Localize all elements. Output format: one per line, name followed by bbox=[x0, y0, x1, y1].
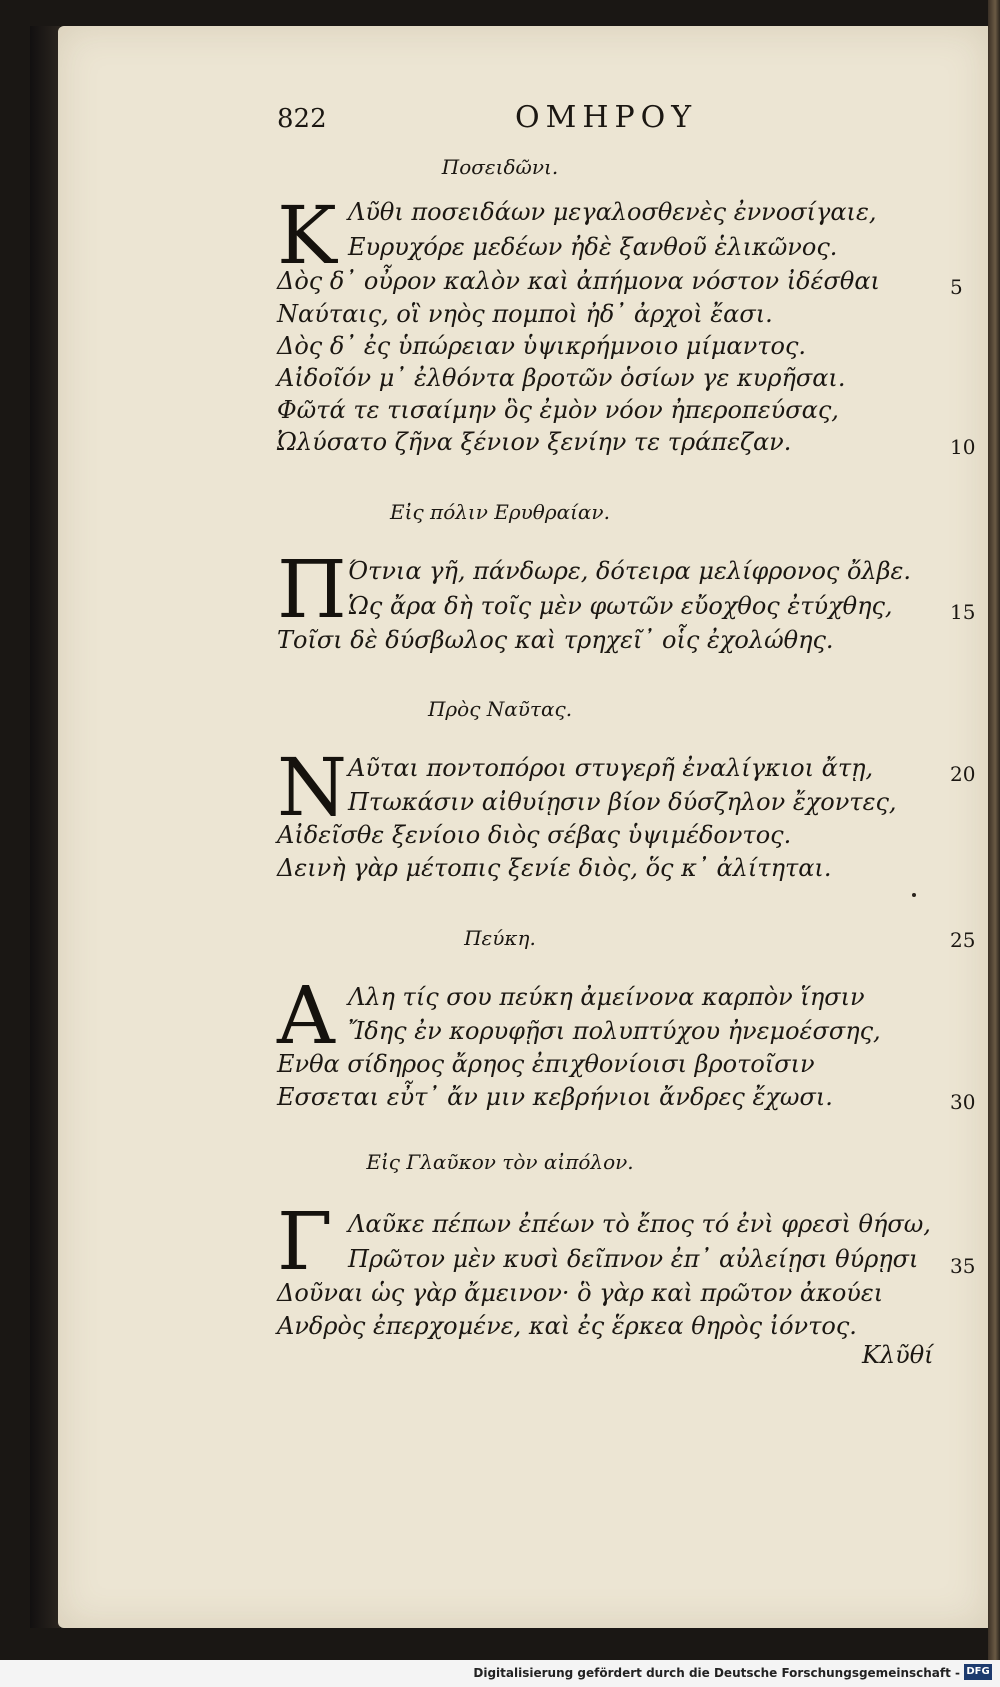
verse-line: Αἰδοῖόν μ᾽ ἐλθόντα βροτῶν ὁσίων γε κυρῆσαι. bbox=[277, 364, 846, 392]
drop-initial: A bbox=[277, 969, 335, 1062]
verse-line: Πτωκάσιν αἰθυίῃσιν βίον δύσζηλον ἔχοντες, bbox=[348, 788, 897, 816]
verse-line: Εσσεται εὖτ᾽ ἄν μιν κεβρήνιοι ἄνδρες ἔχωσι. bbox=[277, 1083, 833, 1111]
section-title: Ποσειδῶνι. bbox=[441, 155, 559, 179]
line-number: 35 bbox=[950, 1254, 976, 1278]
verse-line: Δὸς δ᾽ οὖρον καλὸν καὶ ἀπήμονα νόστον ἰδέσθαι bbox=[277, 267, 880, 295]
footer-bar bbox=[0, 1660, 1000, 1687]
verse-line: Τοῖσι δὲ δύσβωλος καὶ τρηχεῖ᾽ οἷς ἐχολώθης. bbox=[277, 626, 834, 654]
line-number: 30 bbox=[950, 1090, 976, 1114]
verse-line: Λῦθι ποσειδάων μεγαλοσθενὲς ἐννοσίγαιε, bbox=[348, 198, 877, 226]
page-gutter-shadow bbox=[30, 26, 60, 1628]
page-number: 822 bbox=[277, 104, 327, 134]
verse-line: Δοῦναι ὡς γὰρ ἄμεινον· ὃ γὰρ καὶ πρῶτον ἀκούει bbox=[277, 1279, 884, 1307]
section-title: Πρὸς Ναῦτας. bbox=[427, 697, 573, 721]
verse-line: Ότνια γῆ, πάνδωρε, δότειρα μελίφρονος ὄλβε. bbox=[348, 557, 912, 585]
line-number: 20 bbox=[950, 762, 976, 786]
dfg-logo-icon: DFG bbox=[964, 1664, 992, 1680]
catchword: Κλῦθί bbox=[862, 1341, 934, 1369]
verse-line: Αῦται ποντοπόροι στυγερῆ ἐναλίγκιοι ἄτῃ, bbox=[348, 754, 874, 782]
page-edge bbox=[988, 0, 1000, 1687]
verse-line: Λλη τίς σου πεύκη ἀμείνονα καρπὸν ἵησιν bbox=[348, 983, 865, 1011]
verse-line: Αἰδεῖσθε ξενίοιο διὸς σέβας ὑψιμέδοντος. bbox=[277, 821, 792, 849]
verse-line: Ενθα σίδηρος ἄρηος ἐπιχθονίοισι βροτοῖσιν bbox=[277, 1050, 815, 1078]
drop-initial: K bbox=[277, 189, 337, 282]
line-number: 10 bbox=[950, 435, 976, 459]
verse-line: Ευρυχόρε μεδέων ἠδὲ ξανθοῦ ἑλικῶνος. bbox=[348, 233, 838, 261]
verse-line: Ὡς ἄρα δὴ τοῖς μὲν φωτῶν εὔοχθος ἐτύχθης, bbox=[348, 592, 893, 620]
drop-initial: N bbox=[277, 741, 347, 834]
line-number: 15 bbox=[950, 600, 976, 624]
verse-line: Ἴδης ἐν κορυφῇσι πολυπτύχου ἠνεμοέσσης, bbox=[348, 1017, 881, 1045]
verse-line: Ὠλύσατο ζῆνα ξένιον ξενίην τε τράπεζαν. bbox=[277, 428, 792, 456]
verse-line: Φῶτά τε τισαίμην ὃς ἐμὸν νόον ἠπεροπεύσας, bbox=[277, 396, 839, 424]
line-number: 25 bbox=[950, 928, 976, 952]
running-title: ΟΜΗΡΟΥ bbox=[515, 100, 698, 135]
verse-line: Λαῦκε πέπων ἐπέων τὸ ἔπος τό ἐνὶ φρεσὶ θήσω, bbox=[348, 1210, 931, 1238]
ink-speck bbox=[912, 893, 916, 897]
verse-line: Ναύταις, οἳ νηὸς πομποὶ ἠδ᾽ ἀρχοὶ ἔασι. bbox=[277, 300, 773, 328]
section-title: Πεύκη. bbox=[464, 926, 536, 950]
drop-initial: Γ bbox=[277, 1195, 333, 1288]
section-title: Εἰς πόλιν Ερυθραίαν. bbox=[390, 500, 610, 524]
section-title: Εἰς Γλαῦκον τὸν αἰπόλον. bbox=[366, 1150, 634, 1174]
verse-line: Πρῶτον μὲν κυσὶ δεῖπνον ἐπ᾽ αὐλείῃσι θύρῃσι bbox=[348, 1245, 919, 1273]
verse-line: Δὸς δ᾽ ἐς ὑπώρειαν ὑψικρήμνοιο μίμαντος. bbox=[277, 332, 807, 360]
footer-credit: Digitalisierung gefördert durch die Deutsche Forschungsgemeinschaft - bbox=[473, 1666, 960, 1680]
verse-line: Ανδρὸς ἐπερχομένε, καὶ ἐς ἕρκεα θηρὸς ἰόντος. bbox=[277, 1312, 857, 1340]
line-number: 5 bbox=[950, 275, 963, 299]
drop-initial: Π bbox=[277, 543, 347, 636]
verse-line: Δεινὴ γὰρ μέτοπις ξενίε διὸς, ὅς κ᾽ ἀλίτηται. bbox=[277, 854, 832, 882]
